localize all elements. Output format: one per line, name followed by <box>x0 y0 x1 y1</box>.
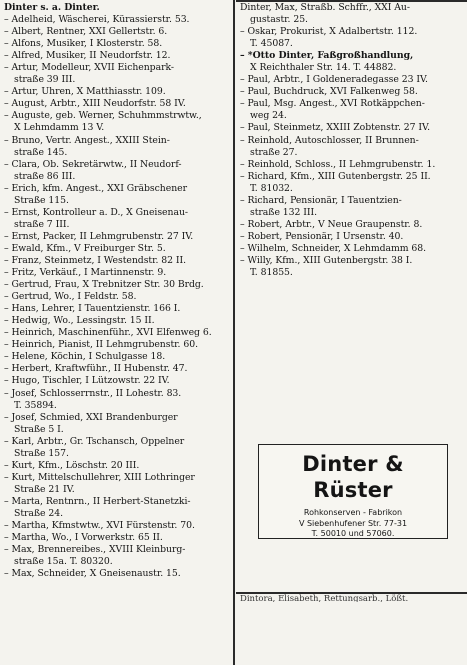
column-divider <box>233 0 235 665</box>
directory-entry-line: – Franz, Steinmetz, I Westendstr. 82 II. <box>4 254 187 266</box>
directory-entry-line: straße 145. <box>14 146 68 158</box>
directory-entry-line: – Heinrich, Maschinenführ., XVI Elfenweg 6. <box>4 327 212 339</box>
directory-entry-line: – Richard, Kfm., XIII Gutenbergstr. 25 II. <box>240 170 431 182</box>
directory-entry-line: – Paul, Steinmetz, XXIII Zobtenstr. 27 IV. <box>240 122 430 134</box>
directory-entry-line: – Clara, Ob. Sekretärwtw., II Neudorf- <box>4 158 182 170</box>
directory-entry-line: – Paul, Arbtr., I Goldeneradegasse 23 IV. <box>240 74 428 86</box>
directory-entry-line: X Reichthaler Str. 14. T. 44882. <box>250 62 397 74</box>
directory-entry-line: – Artur, Uhren, X Matthiasstr. 109. <box>4 86 166 98</box>
directory-entry-line: Straße 157. <box>14 447 69 459</box>
directory-entry-line: straße 27. <box>250 146 298 158</box>
directory-entry-line: – *Otto Dinter, Faßgroßhandlung, <box>240 50 414 62</box>
right-column <box>240 2 462 279</box>
directory-entry-line: – Bruno, Vertr. Angest., XXIII Stein- <box>4 134 170 146</box>
directory-entry-line: Straße 21 IV. <box>14 483 75 495</box>
directory-entry-line: – Albert, Rentner, XXI Gellertstr. 6. <box>4 26 168 38</box>
cut-off-entry: Dintora, Elisabeth, Rettungsarb., Lößt. <box>240 594 409 602</box>
directory-entry-line: T. 35894. <box>14 399 57 411</box>
directory-entry-line: gustastr. 25. <box>250 14 308 26</box>
directory-entry-line: straße 132 III. <box>250 206 318 218</box>
directory-entry-line: – Alfons, Musiker, I Klosterstr. 58. <box>4 38 163 50</box>
directory-entry-line: T. 81855. <box>250 267 293 279</box>
directory-entry-line: – Reinhold, Schloss., II Lehmgrubenstr. 1. <box>240 158 436 170</box>
directory-entry-line: – Hedwig, Wo., Lessingstr. 15 II. <box>4 315 155 327</box>
directory-entry-line: straße 86 III. <box>14 170 76 182</box>
directory-entry-line: – Karl, Arbtr., Gr. Tschansch, Oppelner <box>4 435 185 447</box>
directory-entry-line: straße 7 III. <box>14 218 70 230</box>
directory-entry-line: – Max, Brennereibes., XVIII Kleinburg- <box>4 544 186 556</box>
directory-entry-line: – Hans, Lehrer, I Tauentzienstr. 166 I. <box>4 303 181 315</box>
directory-entry-line: – Artur, Modelleur, XVII Eichenpark- <box>4 62 174 74</box>
directory-entry-line: – Willy, Kfm., XIII Gutenbergstr. 38 I. <box>240 254 413 266</box>
directory-entry-line: – Kurt, Mittelschullehrer, XIII Lothringer <box>4 471 195 483</box>
directory-entry-line: – Gertrud, Wo., I Feldstr. 58. <box>4 291 137 303</box>
advertisement-title: Dinter & Rüster <box>302 452 404 502</box>
directory-entry-line: – Wilhelm, Schneider, X Lehmdamm 68. <box>240 242 427 254</box>
directory-entry-line: X Lehmdamm 13 V. <box>14 122 105 134</box>
directory-entry-line: – Ewald, Kfm., V Freiburger Str. 5. <box>4 242 166 254</box>
directory-entry-line: Straße 24. <box>14 507 64 519</box>
directory-entry-line: – Reinhold, Autoschlosser, II Brunnen- <box>240 134 419 146</box>
directory-entry-line: – Herbert, Kraftwführ., II Hubenstr. 47. <box>4 363 188 375</box>
directory-entry-line: T. 45087. <box>250 38 293 50</box>
directory-entry-line: – Ernst, Kontrolleur a. D., X Gneisenau- <box>4 206 188 218</box>
advertisement-line: V Siebenhufener Str. 77-31 <box>298 518 408 528</box>
directory-entry-line: – Josef, Schmied, XXI Brandenburger <box>4 411 178 423</box>
advertisement-line: T. 50010 und 57060. <box>311 529 395 538</box>
directory-entry-line: straße 15a. T. 80320. <box>14 556 113 568</box>
directory-entry-line: – Hugo, Tischler, I Lützowstr. 22 IV. <box>4 375 170 387</box>
directory-entry-line: – Erich, kfm. Angest., XXI Gräbschener <box>4 182 187 194</box>
left-column <box>4 2 229 580</box>
directory-entry-line: – Martha, Wo., I Vorwerkstr. 65 II. <box>4 532 163 544</box>
directory-entry-line: – Ernst, Packer, II Lehmgrubenstr. 27 IV. <box>4 230 194 242</box>
directory-entry-line: Straße 5 I. <box>14 423 64 435</box>
directory-entry-line: – Paul, Msg. Angest., XVI Rotkäppchen- <box>240 98 425 110</box>
advertisement-box <box>258 444 448 539</box>
directory-entry-line: – Robert, Arbtr., V Neue Graupenstr. 8. <box>240 218 423 230</box>
directory-entry-line: – Gertrud, Frau, X Trebnitzer Str. 30 Brdg. <box>4 279 204 291</box>
directory-entry-line: – August, Arbtr., XIII Neudorfstr. 58 IV. <box>4 98 186 110</box>
directory-entry-line: – Marta, Rentnrn., II Herbert-Stanetzki- <box>4 495 191 507</box>
directory-entry-line: Dinter, Max, Straßb. Schffr., XXI Au- <box>240 2 410 13</box>
directory-entry-line: – Josef, Schlosserrnstr., II Lohestr. 83. <box>4 387 182 399</box>
directory-entry-line: – Alfred, Musiker, II Neudorfstr. 12. <box>4 50 171 62</box>
directory-entry-line: – Richard, Pensionär, I Tauentzien- <box>240 194 402 206</box>
directory-entry-line: – Kurt, Kfm., Löschstr. 20 III. <box>4 459 140 471</box>
directory-entry-line: T. 81032. <box>250 182 293 194</box>
directory-entry-line: weg 24. <box>250 110 287 122</box>
directory-entry-line: Dinter s. a. Dinter. <box>4 2 100 13</box>
directory-entry-line: – Oskar, Prokurist, X Adalbertstr. 112. <box>240 26 418 38</box>
directory-entry-line: straße 39 III. <box>14 74 76 86</box>
advertisement-line: Rohkonserven - Fabrikon <box>303 508 403 517</box>
directory-entry-line: – Adelheid, Wäscherei, Kürassierstr. 53. <box>4 14 190 26</box>
directory-entry-line: Straße 115. <box>14 194 69 206</box>
directory-entry-line: – Robert, Pensionär, I Ursenstr. 40. <box>240 230 404 242</box>
directory-entry-line: – Max, Schneider, X Gneisenaustr. 15. <box>4 568 181 580</box>
directory-entry-line: – Auguste, geb. Werner, Schuhmmstrwtw., <box>4 110 202 122</box>
directory-entry-line: – Heinrich, Pianist, II Lehmgrubenstr. 60. <box>4 339 198 351</box>
directory-entry-line: – Paul, Buchdruck, XVI Falkenweg 58. <box>240 86 418 98</box>
directory-entry-line: – Martha, Kfmstwtw., XVI Fürstenstr. 70. <box>4 520 195 532</box>
directory-entry-line: – Fritz, Verkäuf., I Martinnenstr. 9. <box>4 267 167 279</box>
directory-entry-line: – Helene, Köchin, I Schulgasse 18. <box>4 351 166 363</box>
